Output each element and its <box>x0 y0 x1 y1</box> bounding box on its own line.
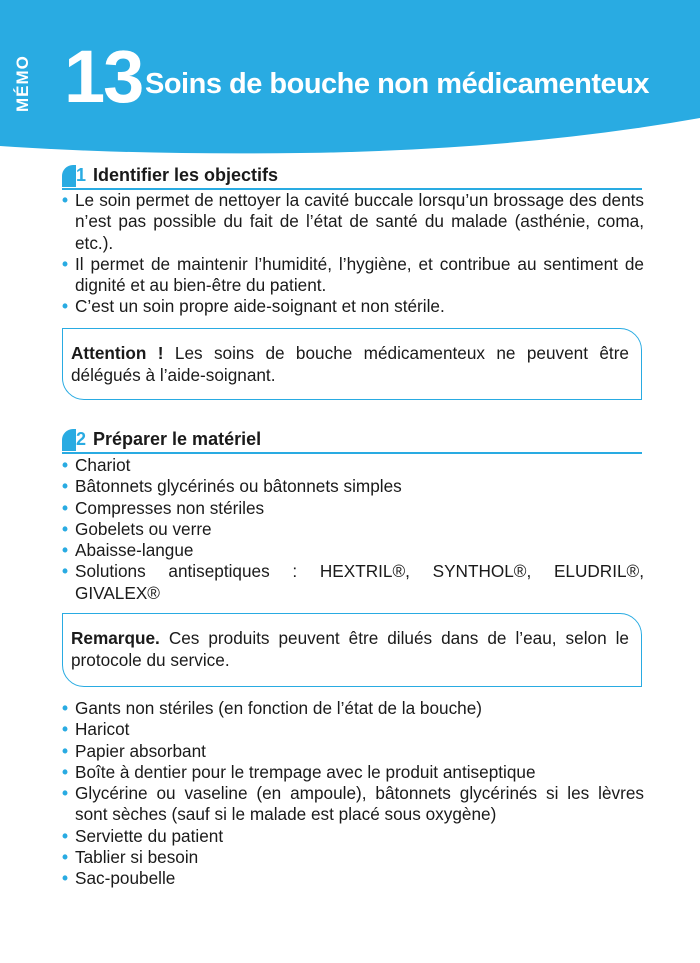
list-item: • Haricot <box>62 719 130 740</box>
bullet-icon: • <box>62 561 69 582</box>
section-heading-materiel <box>62 428 642 454</box>
list-item: • Bâtonnets glycérinés ou bâtonnets simples <box>62 476 402 497</box>
section-tab-icon <box>62 165 76 187</box>
list-item: • Sac-poubelle <box>62 868 176 889</box>
attention-box <box>62 328 642 400</box>
bullet-icon: • <box>62 296 69 317</box>
list-item: • Le soin permet de nettoyer la cavité buccale lorsqu’un brossage des dents n’est pas possible du fait de l’état de santé du malade (asthénie, coma, etc.). <box>62 190 644 253</box>
remarque-text: Ces produits peuvent être dilués dans de l’eau, selon le protocole du service. <box>71 628 629 670</box>
bullet-icon: • <box>62 847 69 868</box>
objectifs-list <box>62 190 644 318</box>
list-item: • Chariot <box>62 455 131 475</box>
bullet-icon: • <box>62 719 69 740</box>
remarque-label: Remarque. <box>71 628 160 648</box>
list-item: • Compresses non stériles <box>62 497 265 518</box>
bullet-icon: • <box>62 740 69 761</box>
section-heading-objectifs <box>62 164 642 190</box>
bullet-icon: • <box>62 518 69 539</box>
list-item: • Solutions antiseptiques : HEXTRIL®, SYNTHOL®, ELUDRIL®, GIVALEX® <box>62 561 644 603</box>
list-item: • Glycérine ou vaseline (en ampoule), bâtonnets glycérinés si les lèvres sont sèches (sauf si le malade est placé sous oxygène) <box>62 783 644 825</box>
memo-number: 13 <box>64 35 143 118</box>
bullet-icon: • <box>62 761 69 782</box>
materiel-list-continued <box>62 698 644 890</box>
list-item: • Boîte à dentier pour le trempage avec le produit antiseptique <box>62 761 536 782</box>
list-item: • Abaisse-langue <box>62 540 194 561</box>
section-number: 1 <box>76 165 87 185</box>
bullet-icon: • <box>62 540 69 561</box>
section-tab-icon <box>62 429 76 451</box>
page-title: Soins de bouche non médicamenteux <box>145 68 649 100</box>
section-number: 2 <box>76 429 87 449</box>
list-item: • C’est un soin propre aide-soignant et non stérile. <box>62 296 445 317</box>
attention-label: Attention ! <box>71 343 164 363</box>
remarque-box <box>62 613 642 687</box>
list-item: • Gobelets ou verre <box>62 518 212 539</box>
bullet-icon: • <box>62 476 69 497</box>
section-title: Préparer le matériel <box>93 429 262 449</box>
list-item: • Tablier si besoin <box>62 847 199 868</box>
bullet-icon: • <box>62 698 69 718</box>
list-item: • Gants non stériles (en fonction de l’état de la bouche) <box>62 698 483 718</box>
bullet-icon: • <box>62 253 69 274</box>
bullet-icon: • <box>62 825 69 846</box>
memo-label: MÉMO <box>13 55 32 112</box>
bullet-icon: • <box>62 455 69 475</box>
materiel-list <box>62 455 644 604</box>
attention-text: Les soins de bouche médicamenteux ne peuvent être délégués à l’aide-soignant. <box>71 343 629 385</box>
bullet-icon: • <box>62 868 69 889</box>
list-item: • Il permet de maintenir l’humidité, l’hygiène, et contribue au sentiment de dignité et au bien-être du patient. <box>62 253 644 296</box>
list-item: • Papier absorbant <box>62 740 206 761</box>
list-item: • Serviette du patient <box>62 825 224 846</box>
bullet-icon: • <box>62 190 69 210</box>
section-title: Identifier les objectifs <box>93 165 279 185</box>
bullet-icon: • <box>62 783 69 804</box>
bullet-icon: • <box>62 497 69 518</box>
